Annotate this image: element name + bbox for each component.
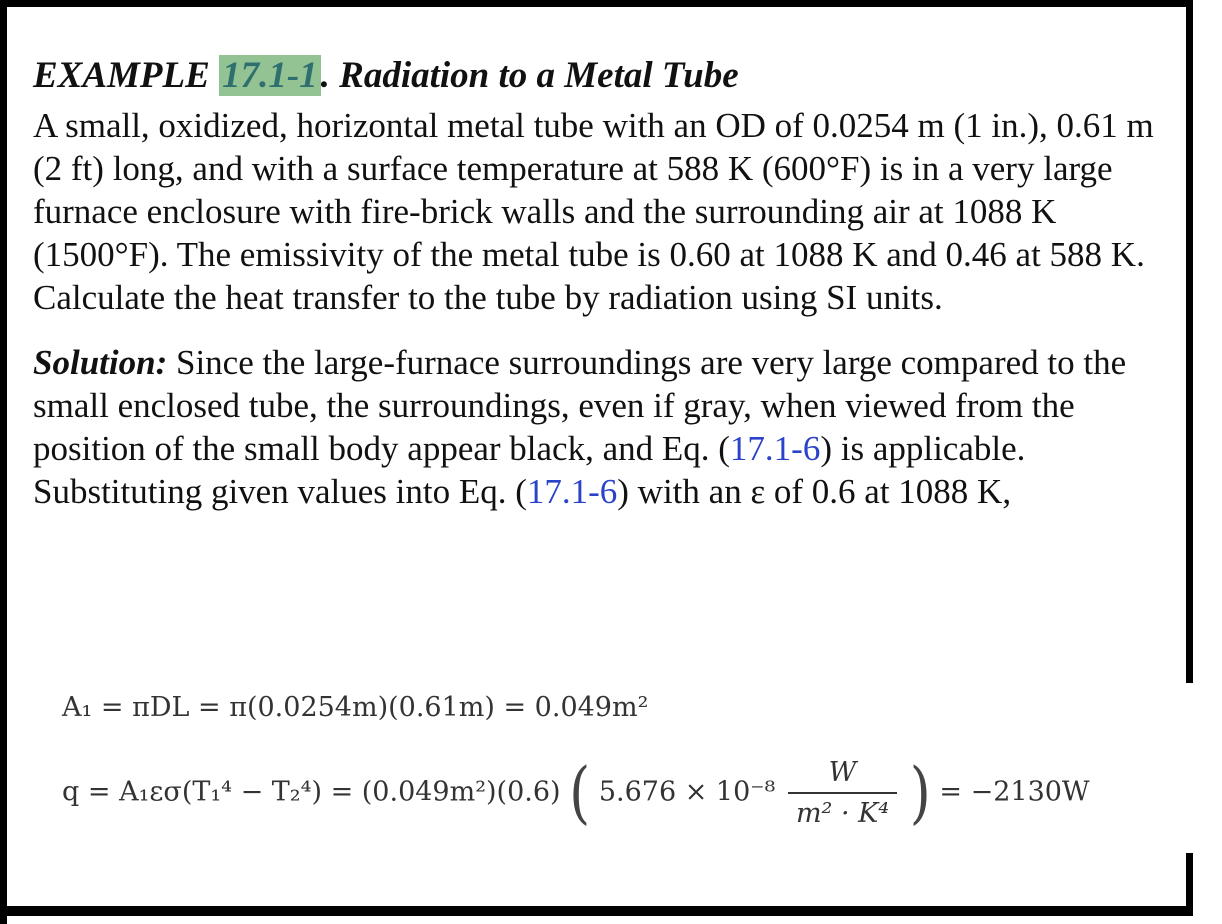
fraction-numerator: W	[788, 757, 897, 794]
solution-text-3: ) with an ε of 0.6 at 1088 K,	[617, 472, 1012, 511]
solution-text-1: Since the large-furnace surroundings are very large compared to the small enclosed tube, the surroundings, even if gray, when viewed from the position of the small body appear black, and Eq. (	[33, 343, 1127, 468]
solution-label: Solution:	[33, 343, 168, 382]
example-content	[33, 52, 1183, 513]
equation-coefficient: 5.676 × 10⁻⁸	[598, 776, 776, 808]
border-bottom	[0, 906, 1193, 916]
left-bracket: (	[569, 753, 591, 832]
equation-result: = −2130W	[939, 776, 1090, 808]
equation-area: A₁ = πDL = π(0.0254m)(0.61m) = 0.049m²	[62, 692, 649, 723]
border-left	[0, 0, 7, 924]
fraction-denominator: m² · K⁴	[795, 798, 890, 829]
equation-reference-link-1[interactable]: 17.1-6	[729, 429, 821, 468]
equation-heat-transfer-lhs: q = A₁εσ(T₁⁴ − T₂⁴) = (0.049m²)(0.6)	[62, 776, 561, 808]
right-bracket: )	[909, 753, 931, 832]
equation-heat-transfer	[62, 753, 1090, 832]
border-right-upper	[1186, 0, 1193, 683]
units-fraction	[788, 757, 897, 829]
border-right-lower	[1186, 853, 1193, 916]
example-label: EXAMPLE	[33, 55, 220, 96]
example-title-suffix: . Radiation to a Metal Tube	[320, 55, 739, 96]
solution-text-2: ) is applicable. Substituting given values into Eq. (	[33, 429, 1026, 511]
problem-statement: A small, oxidized, horizontal metal tube with an OD of 0.0254 m (1 in.), 0.61 m (2 ft) long, and with a surface temperature at 588 K (600°F) is in a very large furnace enclosure with fire-brick walls and the surrounding air at 1088 K (1500°F). The emissivity of the metal tube is 0.60 at 1088 K and 0.46 at 588 K. Calculate the heat transfer to the tube by radiation using SI units.	[33, 106, 1154, 317]
example-title	[33, 52, 1183, 100]
example-number-highlight: 17.1-1	[219, 55, 321, 96]
equation-reference-link-2[interactable]: 17.1-6	[526, 472, 618, 511]
border-top	[0, 0, 1193, 7]
solution-paragraph	[33, 341, 1183, 513]
